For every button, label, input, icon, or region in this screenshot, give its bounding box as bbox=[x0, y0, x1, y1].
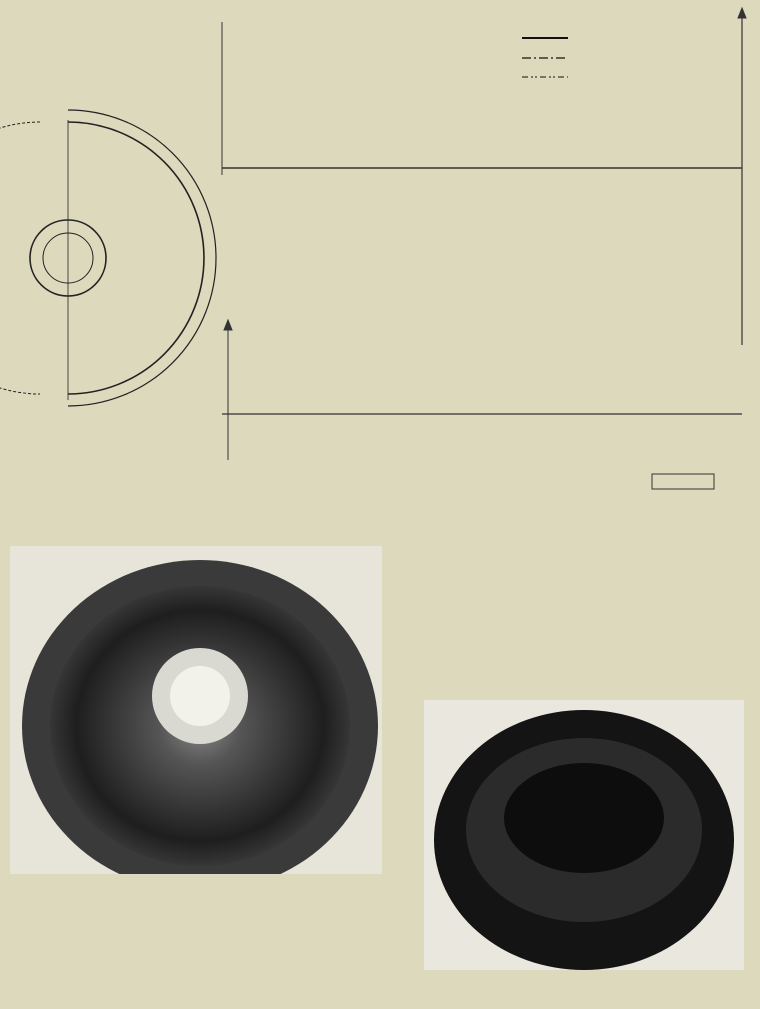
stamp-box bbox=[652, 474, 714, 489]
figure-9 bbox=[0, 0, 760, 500]
legend bbox=[522, 38, 568, 77]
top-chart-frame bbox=[222, 8, 746, 345]
figure-11-photo bbox=[424, 700, 744, 970]
bottom-chart-frame bbox=[222, 320, 742, 460]
figure-10-photo bbox=[10, 546, 382, 874]
polar-diagram bbox=[0, 110, 216, 406]
